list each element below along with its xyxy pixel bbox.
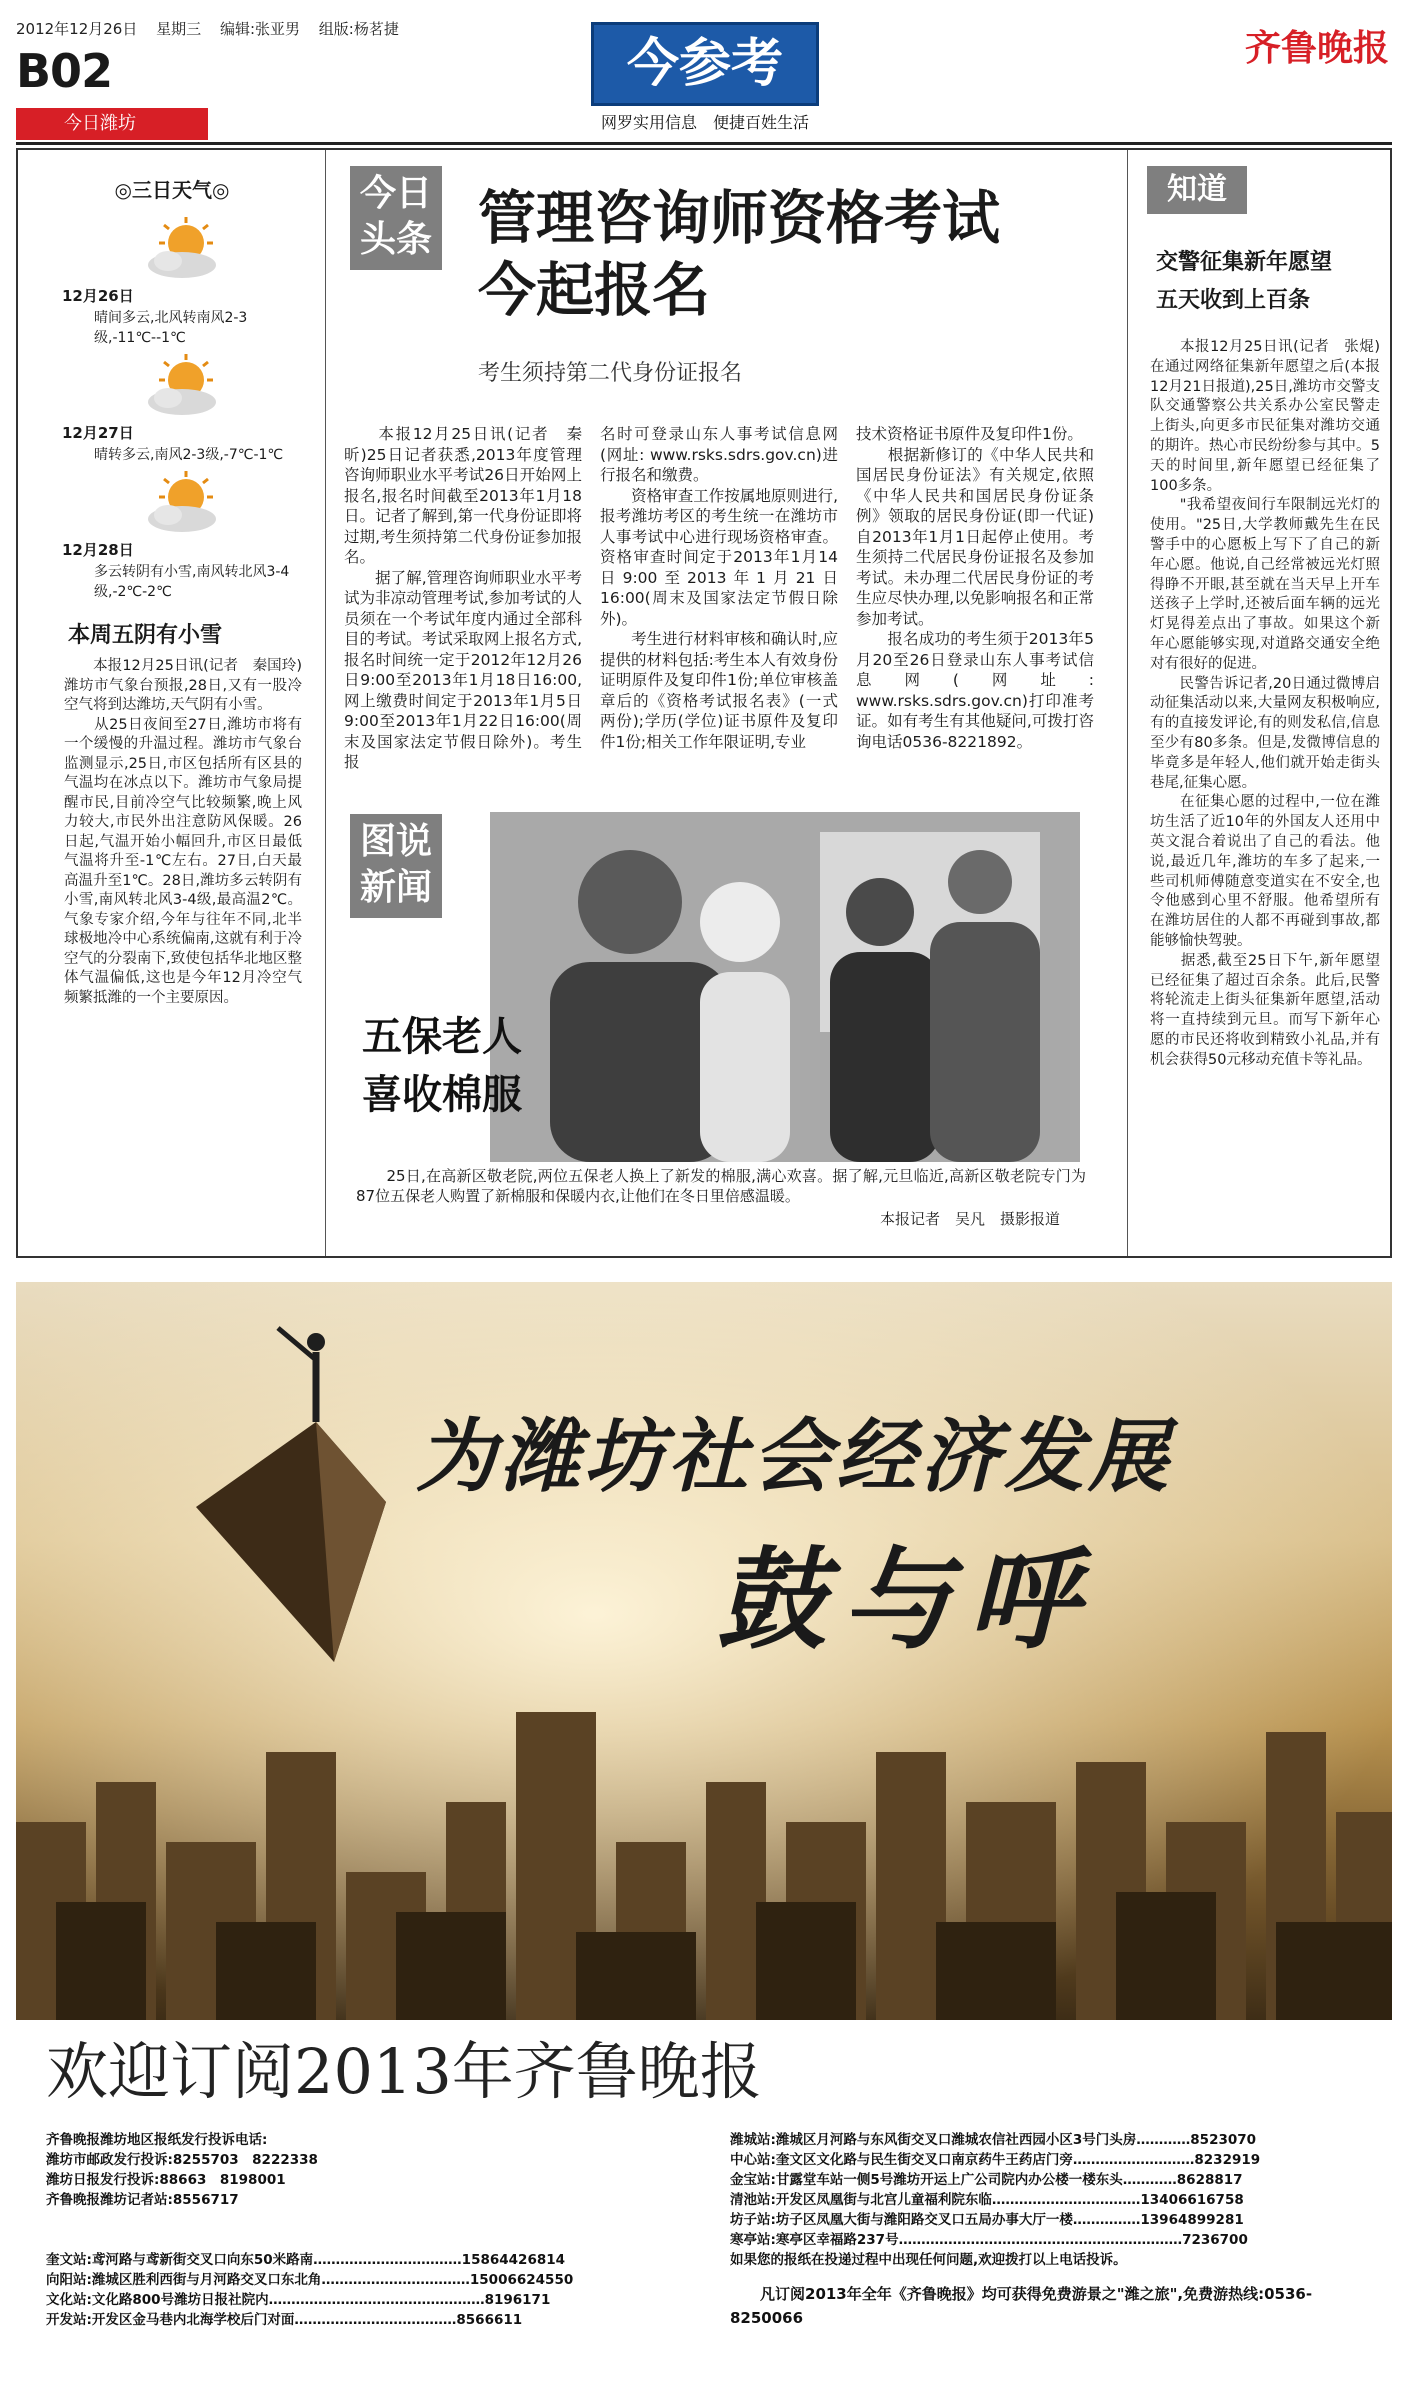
weather-title: ◎三日天气◎ bbox=[114, 178, 230, 202]
subscription-right-line: 如果您的报纸在投递过程中出现任何问题,欢迎拨打以上电话投诉。 bbox=[730, 2252, 1127, 2268]
photo-news-title-line1: 五保老人 bbox=[362, 1013, 522, 1060]
issue-date: 2012年12月26日 bbox=[16, 20, 138, 38]
headline-subtitle: 考生须持第二代身份证报名 bbox=[478, 361, 743, 386]
weather-day3-text: 多云转阴有小雪,南风转北风3-4级,-2℃-2℃ bbox=[94, 564, 290, 600]
headline-col2: 名时可登录山东人事考试信息网(网址: www.rsks.sdrs.gov.cn)进行报名和缴费。 资格审查工作按属地原则进行,报考潍坊考区的考生统一在潍坊市人事考试中心进行现场资格审查。资格审查时间定于2013年1月14日9:00至2013年1月21日16:00(周末及国家法定节假日除外)。 考生进行材料审核和确认时,应提供的材料包括:考生本人有效身份证明原件及复印件1份;单位审核盖章后的《资格考试报名表》(一式两份);学历(学位)证书原件及复印件1份;相关工作年限证明,专业 bbox=[600, 425, 838, 751]
photo-news-title bbox=[362, 1008, 522, 1124]
ad-banner bbox=[16, 1282, 1392, 2020]
subscription-left-line: 向阳站:潍城区胜利西街与月河路交叉口东北角……………………………15006624550 bbox=[46, 2272, 574, 2288]
subscription-left-list bbox=[46, 2130, 736, 2330]
subscription-left-line: 潍坊市邮政发行投诉:8255703 8222338 bbox=[46, 2152, 318, 2168]
weather-article-title: 本周五阴有小雪 bbox=[68, 623, 223, 648]
subscription-title: 欢迎订阅2013年齐鲁晚报 bbox=[46, 2035, 762, 2108]
sun-cloud-icon bbox=[144, 471, 224, 533]
column-divider-right bbox=[1127, 150, 1128, 1256]
know-title-line2: 五天收到上百条 bbox=[1156, 288, 1311, 313]
headline-title bbox=[478, 182, 1000, 326]
subscription-section bbox=[16, 2022, 1392, 2372]
subscription-right-line: 坊子站:坊子区凤凰大街与潍阳路交叉口五局办事大厅一楼……………13964899281 bbox=[730, 2212, 1244, 2228]
subscription-right-line: 清池站:开发区凤凰街与北宫儿童福利院东临……………………………13406616758 bbox=[730, 2192, 1244, 2208]
subscription-left-line: 齐鲁晚报潍坊地区报纸发行投诉电话: bbox=[46, 2132, 268, 2148]
issue-weekday: 星期三 bbox=[156, 20, 202, 38]
weather-day1-date: 12月26日 bbox=[62, 287, 134, 305]
sun-cloud-icon bbox=[144, 471, 320, 537]
weather-day3-date: 12月28日 bbox=[62, 541, 134, 559]
weather-day1-text: 晴间多云,北风转南风2-3级,-11℃--1℃ bbox=[94, 310, 248, 346]
column-divider-left bbox=[325, 150, 326, 1256]
subscription-left-line: 开发站:开发区金马巷内北海学校后门对面………………………………8566611 bbox=[46, 2312, 523, 2328]
subscription-offer: 凡订阅2013年全年《齐鲁晚报》均可获得免费游景之"潍之旅",免费游热线:0536-8250066 bbox=[730, 2285, 1313, 2327]
photo-news-tag: 图说 新闻 bbox=[350, 814, 442, 918]
photo-news-caption: 25日,在高新区敬老院,两位五保老人换上了新发的棉服,满心欢喜。据了解,元旦临近,高新区敬老院专门为87位五保老人购置了新棉服和保暖内衣,让他们在冬日里倍感温暖。 bbox=[356, 1167, 1086, 1205]
designer-credit: 组版:杨茗捷 bbox=[318, 20, 399, 38]
subscription-left-spacer bbox=[46, 2210, 736, 2250]
sun-cloud-icon bbox=[144, 217, 224, 279]
elderly-photo-illustration bbox=[490, 812, 1080, 1162]
headline-title-line2: 今起报名 bbox=[478, 256, 711, 324]
header-meta bbox=[16, 18, 413, 39]
photo-news-credit: 本报记者 吴凡 摄影报道 bbox=[880, 1210, 1061, 1228]
subscription-left-line: 文化站:文化路800号潍坊日报社院内…………………………………………8196171 bbox=[46, 2292, 551, 2308]
know-title bbox=[1156, 244, 1332, 320]
headline-col3: 技术资格证书原件及复印件1份。 根据新修订的《中华人民共和国居民身份证法》有关规定,依照《中华人民共和国居民身份证条例》领取的居民身份证(即一代证)自2013年1月1日起停止使用。考生须持二代居民身份证报名及参加考试。未办理二代居民身份证的考生应尽快办理,以免影响报名和正常参加考试。 报名成功的考生须于2013年5月20至26日登录山东人事考试信息网(网址: www.rsks.sdrs.gov.cn)打印准考证。如有考生有其他疑问,可拨打咨询电话0536-8221892。 bbox=[856, 425, 1094, 751]
column-logo: 今参考 bbox=[591, 22, 819, 106]
sun-cloud-icon bbox=[144, 354, 320, 420]
subscription-right-spacer bbox=[730, 2270, 1380, 2282]
top-rule bbox=[16, 142, 1392, 145]
headline-title-line1: 管理咨询师资格考试 bbox=[478, 184, 1001, 252]
subscription-right-line: 金宝站:甘露堂车站一侧5号潍坊开运上广公司院内办公楼一楼东头…………8628817 bbox=[730, 2172, 1243, 2188]
know-tag: 知道 bbox=[1147, 166, 1247, 214]
subscription-left-line: 潍坊日报发行投诉:88663 8198001 bbox=[46, 2172, 286, 2188]
subscription-right-line: 中心站:奎文区文化路与民生街交叉口南京药牛王药店门旁………………………8232919 bbox=[730, 2152, 1261, 2168]
column-tagline: 网罗实用信息 便捷百姓生活 bbox=[600, 113, 809, 132]
headline-col1: 本报12月25日讯(记者 秦昕)25日记者获悉,2013年度管理咨询师职业水平考试26日开始网上报名,报名时间截至2013年1月18日。记者了解到,第一代身份证即将过期,考生须持第二代身份证参加报名。 据了解,管理咨询师职业水平考试为非凉动管理考试,参加考试的人员须在一个考试年度内通过全部科目的考试。考试采取网上报名方式,报名时间统一定于2012年12月26日9:00至2013年1月18日16:00,网上缴费时间定于2013年1月5日9:00至2013年1月22日16:00(周末及国家法定节假日除外)。考生报 bbox=[344, 425, 582, 771]
sun-cloud-icon bbox=[144, 217, 320, 283]
subscription-right-line: 潍城站:潍城区月河路与东风街交叉口潍城农信社西园小区3号门头房…………8523070 bbox=[730, 2132, 1257, 2148]
ad-slogan-line2: 鼓与呼 bbox=[716, 1535, 1094, 1664]
elderly-photo bbox=[490, 812, 1080, 1162]
subscription-left-line: 奎文站:鸢河路与鸢新街交叉口向东50米路南……………………………15864426814 bbox=[46, 2252, 566, 2268]
photo-news-title-line2: 喜收棉服 bbox=[362, 1071, 522, 1118]
ad-slogan-line1: 为潍坊社会经济发展 bbox=[416, 1409, 1172, 1503]
newspaper-brand: 齐鲁晚报 bbox=[1244, 27, 1389, 69]
section-tab: 今日潍坊 bbox=[16, 108, 208, 140]
know-title-line1: 交警征集新年愿望 bbox=[1156, 250, 1333, 275]
subscription-right-list bbox=[730, 2130, 1380, 2330]
weather-article-body: 本报12月25日讯(记者 秦国玲)潍坊市气象台预报,28日,又有一股冷空气将到达潍坊,天气阴有小雪。 从25日夜间至27日,潍坊市将有一个缓慢的升温过程。潍坊市气象台监测显示,25日,市区包括所有区县的气温均在冰点以下。潍坊市气象局提醒市民,目前冷空气比较频繁,晚上风力较大,市民外出注意防风保暖。26日起,气温开始小幅回升,市区日最低气温将升至-1℃左右。27日,白天最高温升至1℃。28日,潍坊多云转阴有小雪,南风转北风3-4级,最高温2℃。气象专家介绍,今年与往年不同,北半球极地冷中心系统偏南,这就有利于冷空气的分裂南下,致使包括华北地区整体气温偏低,这也是今年12月冷空气频繁抵潍的一个主要原因。 bbox=[64, 658, 302, 1006]
headline-tag: 今日 头条 bbox=[350, 166, 442, 270]
weather-day2-date: 12月27日 bbox=[62, 424, 134, 442]
weather-column bbox=[24, 150, 320, 1008]
subscription-right-line: 寒亭站:寒亭区幸福路237号………………………………………………………7236700 bbox=[730, 2232, 1248, 2248]
page-code: B02 bbox=[16, 44, 113, 98]
sun-cloud-icon bbox=[144, 354, 224, 416]
editor-credit: 编辑:张亚男 bbox=[219, 20, 300, 38]
weather-day2-text: 晴转多云,南风2-3级,-7℃-1℃ bbox=[94, 447, 284, 463]
know-body: 本报12月25日讯(记者 张焜)在通过网络征集新年愿望之后(本报12月21日报道),25日,潍坊市交警支队交通警察公共关系办公室民警走上街头,向更多市民征集对潍坊交通的期许。热心市民纷纷参与其中。5天的时间里,新年愿望已经征集了100多条。 "我希望夜间行车限制远光灯的使用。"25日,大学教师戴先生在民警手中的心愿板上写下了自己的新年心愿。他说,自己经常被远光灯照得睁不开眼,甚至就在当天早上开车送孩子上学时,还被后面车辆的远光灯晃得差点出了事故。如果这个新年心愿能够实现,对道路交通安全绝对有很好的促进。 民警告诉记者,20日通过微博启动征集活动以来,大量网友积极响应,有的直接发评论,有的则发私信,信息至少有80多条。但是,发微博信息的毕竟多是年轻人,他们就开始走街头巷尾,征集心愿。 在征集心愿的过程中,一位在潍坊生活了近10年的外国友人还用中英文混合着说出了自己的看法。他说,最近几年,潍坊的车多了起来,一些司机师傅随意变道实在不安全,也令他感到心里不舒服。他希望所有在潍坊居住的人都不再碰到事故,都能够愉快驾驶。 据悉,截至25日下午,新年愿望已经征集了超过百余条。此后,民警将轮流走上街头征集新年愿望,活动将一直持续到元旦。而写下新年心愿的市民还将收到精致小礼品,并有机会获得50元移动充值卡等礼品。 bbox=[1150, 339, 1380, 1068]
subscription-left-line: 齐鲁晚报潍坊记者站:8556717 bbox=[46, 2192, 239, 2208]
